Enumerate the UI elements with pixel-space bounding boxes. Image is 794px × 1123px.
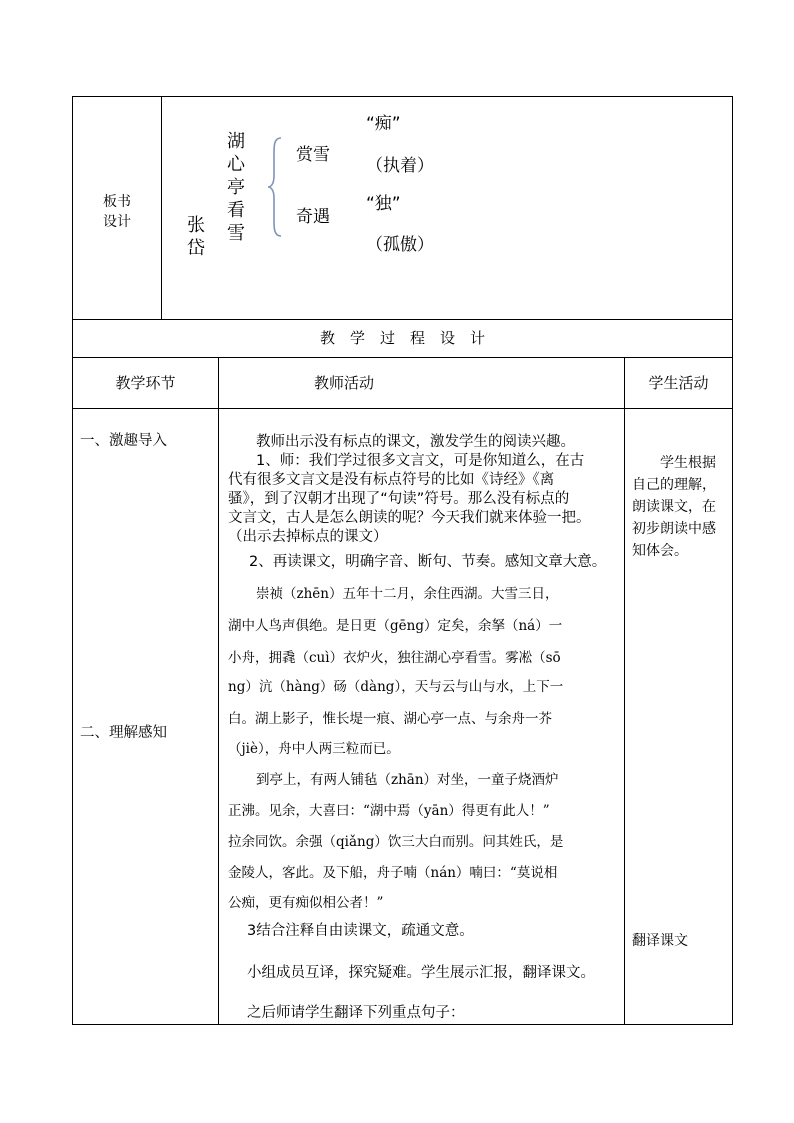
stage-understanding: 二、理解感知 <box>80 725 167 741</box>
ancient-line: （jiè），舟中人两三粒而已。 <box>228 741 400 757</box>
teacher-para-free-read: 3结合注释自由读课文，疏通文意。 <box>247 923 474 939</box>
ancient-line: 拉余同饮。余强（qiǎng）饮三大白而别。问其姓氏，是 <box>228 834 564 850</box>
board-title-char-3: 亭 <box>227 177 245 198</box>
column-header-stage: 教学环节 <box>115 374 176 392</box>
teacher-para-group-translate: 小组成员互译，探究疑难。学生展示汇报，翻译课文。 <box>247 965 595 981</box>
board-key-solitude: “独” <box>366 194 401 214</box>
board-title-char-4: 看 <box>227 200 245 221</box>
teacher-question-line-5: （出示去掉标点的课文） <box>228 529 388 545</box>
board-key-obsession: “痴” <box>366 114 401 134</box>
table-border-right <box>732 96 733 1025</box>
ancient-line: 公痴，更有痴似相公者！” <box>228 895 384 911</box>
table-rule-columns-bottom <box>72 408 733 409</box>
ancient-line: 正沸。见余，大喜曰：“湖中焉（yān）得更有此人！” <box>228 803 550 819</box>
teacher-question-line-1: 1、师：我们学过很多文言文，可是你知道么，在古 <box>256 453 585 469</box>
board-brace-icon <box>266 136 286 238</box>
ancient-line: 白。湖上影子，惟长堤一痕、湖心亭一点、与余舟一芥 <box>228 711 552 727</box>
teacher-para-key-sentences: 之后师请学生翻译下列重点句子： <box>247 1005 465 1021</box>
board-author-char-2: 岱 <box>187 238 205 259</box>
board-author <box>185 214 207 260</box>
board-label-line2: 设计 <box>103 214 131 230</box>
student-activity-translate: 翻译课文 <box>632 933 688 949</box>
ancient-line: 到亭上，有两人铺毡（zhān）对坐，一童子烧酒炉 <box>256 772 559 788</box>
column-divider-stage <box>218 357 219 1025</box>
board-key-solitude-note: （孤傲） <box>366 235 434 255</box>
table-rule-process-header-bottom <box>72 357 733 358</box>
board-label <box>73 192 161 232</box>
board-title <box>225 130 247 245</box>
board-branch-encounter: 奇遇 <box>296 207 330 227</box>
table-border-bottom <box>72 1024 733 1025</box>
board-label-divider <box>161 96 162 320</box>
ancient-line: ng）沆（hàng）砀（dàng），天与云与山与水，上下一 <box>228 679 564 695</box>
board-title-char-5: 雪 <box>227 223 245 244</box>
board-title-char-1: 湖 <box>227 131 245 152</box>
board-branch-appreciate-snow: 赏雪 <box>296 145 330 165</box>
board-title-char-2: 心 <box>227 154 245 175</box>
column-divider-student <box>624 357 625 1025</box>
student-activity-read: 学生根据自己的理解，朗读课文，在初步朗读中感知体会。 <box>632 455 716 559</box>
ancient-line: 小舟，拥毳（cuì）衣炉火，独往湖心亭看雪。雾凇（sō <box>228 650 561 666</box>
teacher-para-intro: 教师出示没有标点的课文，激发学生的阅读兴趣。 <box>256 434 575 450</box>
table-border-top <box>72 96 733 97</box>
process-header: 教 学 过 程 设 计 <box>319 329 485 347</box>
stage-intro: 一、激趣导入 <box>80 433 167 449</box>
teacher-question-line-4: 文言文，古人是怎么朗读的呢？今天我们就来体验一把。 <box>228 510 591 526</box>
board-author-char-1: 张 <box>187 215 205 236</box>
board-label-line1: 板书 <box>103 194 131 210</box>
column-header-student: 学生活动 <box>648 374 709 392</box>
column-header-teacher: 教师活动 <box>314 374 375 392</box>
teacher-para-reread: 2、再读课文，明确字音、断句、节奏。感知文章大意。 <box>249 554 607 570</box>
table-border-left <box>72 96 73 1025</box>
ancient-line: 崇祯（zhēn）五年十二月，余住西湖。大雪三日， <box>256 586 559 602</box>
ancient-line: 湖中人鸟声俱绝。是日更（gēng）定矣，余拏（ná）一 <box>228 618 563 634</box>
ancient-line: 金陵人，客此。及下船，舟子喃（nán）喃曰：“莫说相 <box>228 865 558 881</box>
board-key-obsession-note: （执着） <box>366 156 434 176</box>
teacher-question-line-3: 骚》，到了汉朝才出现了“句读”符号。那么没有标点的 <box>228 491 570 507</box>
table-rule-board-bottom <box>72 319 733 320</box>
teacher-question-line-2: 代有很多文言文是没有标点符号的比如《诗经》《离 <box>228 472 555 488</box>
